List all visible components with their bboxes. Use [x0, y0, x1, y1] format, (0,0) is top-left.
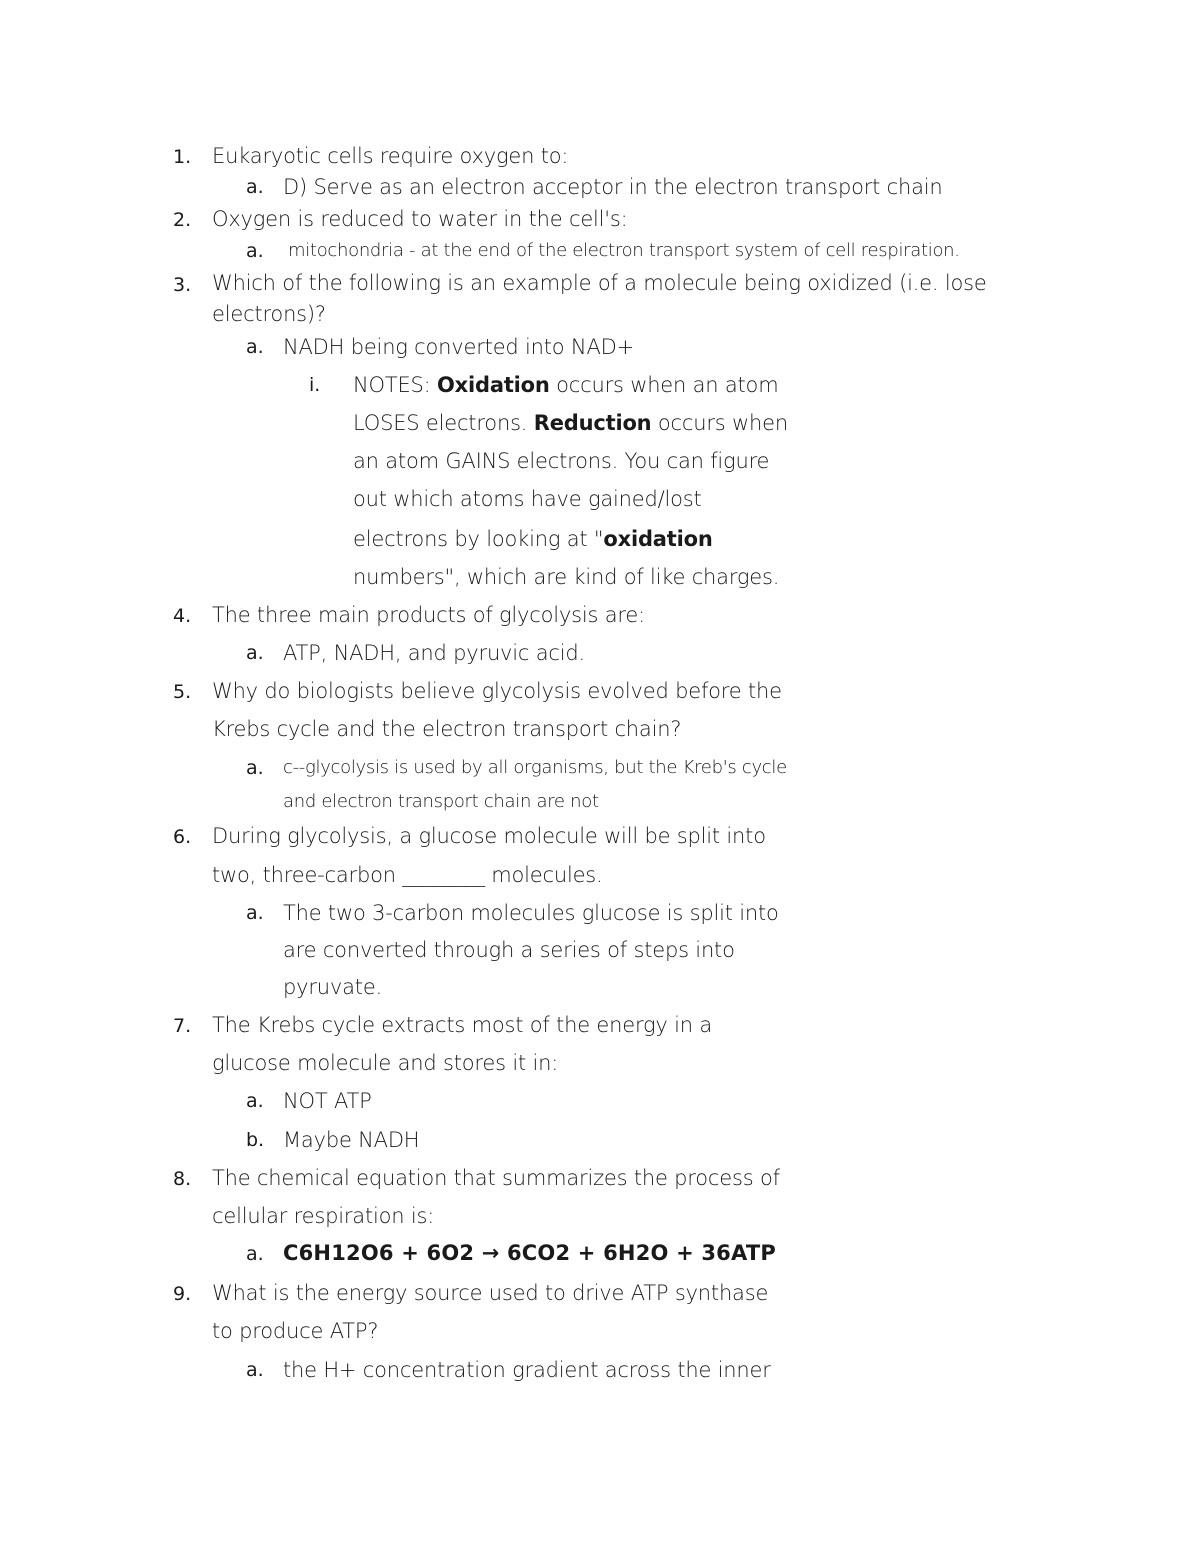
answer-text: NOT ATP — [283, 1089, 372, 1113]
question-number: 6. — [173, 826, 192, 848]
sub-answer-marker: i. — [309, 374, 321, 396]
question-number: 4. — [173, 605, 192, 627]
notes-line — [353, 525, 713, 553]
answer-text: The two 3-carbon molecules glucose is split into — [283, 901, 779, 925]
answer-marker: a. — [246, 336, 264, 358]
answer-text: c--glycolysis is used by all organisms, but the Kreb's cycle — [283, 757, 787, 778]
question-text: Krebs cycle and the electron transport chain? — [212, 717, 682, 741]
question-text: Eukaryotic cells require oxygen to: — [212, 144, 569, 168]
question-text: cellular respiration is: — [212, 1204, 435, 1228]
question-number: 8. — [173, 1168, 192, 1190]
answer-marker: a. — [246, 240, 264, 262]
question-text: Which of the following is an example of a molecule being oxidized (i.e. lose — [212, 271, 987, 295]
question-text: glucose molecule and stores it in: — [212, 1051, 559, 1075]
answer-text: Maybe NADH — [283, 1128, 420, 1152]
answer-text: NADH being converted into NAD+ — [283, 335, 634, 359]
question-text: The three main products of glycolysis are: — [212, 603, 645, 627]
chemical-equation: C6H12O6 + 6O2 → 6CO2 + 6H2O + 36ATP — [283, 1241, 776, 1265]
notes-line — [353, 409, 788, 437]
question-text: electrons)? — [212, 302, 326, 326]
notes-line: numbers", which are kind of like charges. — [353, 565, 780, 589]
notes-text: occurs when an atom — [549, 373, 779, 397]
answer-marker: a. — [246, 902, 264, 924]
answer-marker: a. — [246, 176, 264, 198]
answer-marker: a. — [246, 1243, 264, 1265]
question-text: What is the energy source used to drive ATP synthase — [212, 1281, 769, 1305]
notes-line: out which atoms have gained/lost — [353, 487, 702, 511]
notes-line: an atom GAINS electrons. You can figure — [353, 449, 770, 473]
answer-text: ATP, NADH, and pyruvic acid. — [283, 641, 585, 665]
answer-text: are converted through a series of steps into — [283, 938, 735, 962]
answer-marker: a. — [246, 642, 264, 664]
reduction-term: Reduction — [533, 411, 652, 435]
answer-marker: a. — [246, 757, 264, 779]
answer-marker: a. — [246, 1090, 264, 1112]
notes-text: LOSES electrons. — [353, 411, 534, 435]
answer-marker: a. — [246, 1359, 264, 1381]
question-text: Oxygen is reduced to water in the cell's: — [212, 207, 628, 231]
question-text: two, three-carbon ________ molecules. — [212, 863, 603, 887]
answer-text: pyruvate. — [283, 975, 383, 999]
answer-marker: b. — [246, 1129, 265, 1151]
question-number: 2. — [173, 209, 192, 231]
notes-text: NOTES: — [353, 373, 438, 397]
notes-text: electrons by looking at " — [353, 527, 604, 551]
notes-line — [353, 371, 778, 399]
question-text: Why do biologists believe glycolysis evolved before the — [212, 679, 782, 703]
question-text: The chemical equation that summarizes the process of — [212, 1166, 780, 1190]
question-number: 7. — [173, 1015, 192, 1037]
oxidation-numbers-term: oxidation — [603, 527, 713, 551]
answer-text: D) Serve as an electron acceptor in the electron transport chain — [283, 175, 943, 199]
answer-text: and electron transport chain are not — [283, 791, 599, 812]
question-text: to produce ATP? — [212, 1319, 379, 1343]
question-number: 3. — [173, 274, 192, 296]
question-number: 5. — [173, 681, 192, 703]
answer-text: mitochondria - at the end of the electron transport system of cell respiration. — [288, 240, 960, 261]
notes-text: occurs when — [651, 411, 788, 435]
question-text: The Krebs cycle extracts most of the energy in a — [212, 1013, 713, 1037]
oxidation-term: Oxidation — [437, 373, 550, 397]
question-number: 1. — [173, 146, 192, 168]
question-text: During glycolysis, a glucose molecule will be split into — [212, 824, 766, 848]
question-number: 9. — [173, 1283, 192, 1305]
answer-text: the H+ concentration gradient across the inner — [283, 1358, 771, 1382]
